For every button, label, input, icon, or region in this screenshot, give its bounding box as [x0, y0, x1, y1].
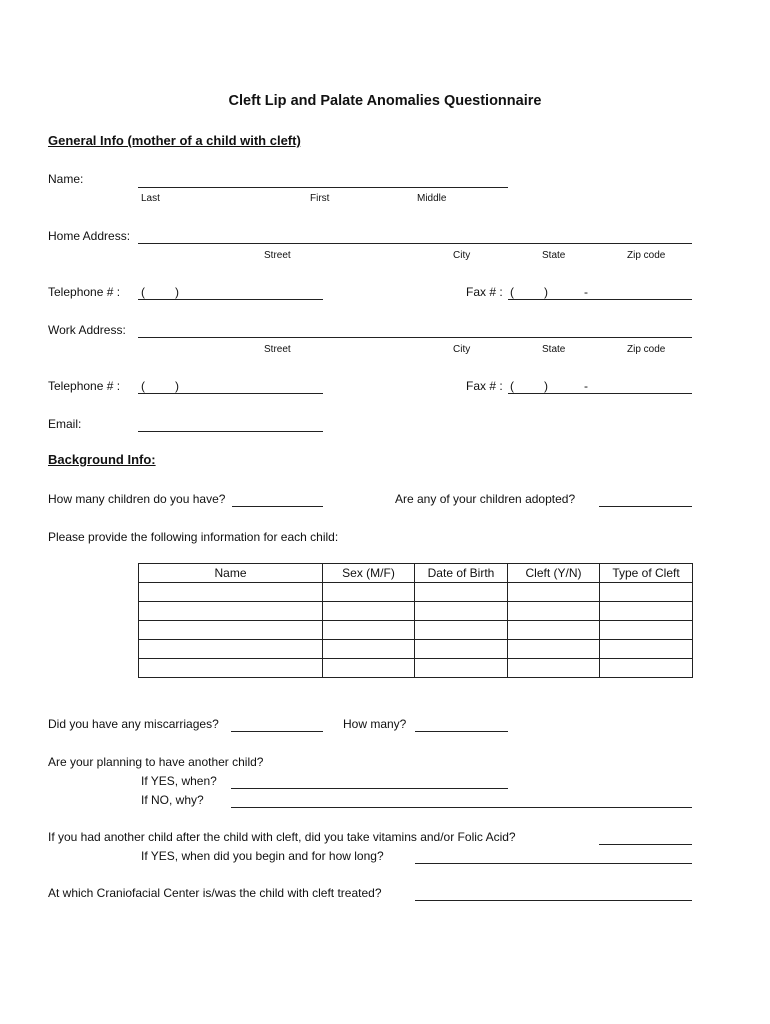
- general-info-heading: General Info (mother of a child with cleft): [48, 133, 301, 148]
- home-state-sub: State: [542, 250, 566, 261]
- craniofacial-center-input[interactable]: [415, 888, 692, 901]
- if-no-why-input[interactable]: [231, 795, 692, 808]
- work-fax-dash: -: [584, 379, 588, 393]
- table-cell[interactable]: [600, 640, 693, 659]
- work-zip-sub: Zip code: [627, 344, 666, 355]
- vitamins-followup-input[interactable]: [415, 851, 692, 864]
- col-header-sex: Sex (M/F): [323, 564, 415, 583]
- work-fax-paren-open: (: [510, 379, 514, 393]
- miscarriages-question: Did you have any miscarriages?: [48, 717, 219, 731]
- table-cell[interactable]: [508, 659, 600, 678]
- table-cell[interactable]: [508, 640, 600, 659]
- work-fax-paren-close: ): [544, 379, 548, 393]
- table-cell[interactable]: [139, 583, 323, 602]
- name-sub-middle: Middle: [417, 193, 447, 204]
- table-cell[interactable]: [600, 659, 693, 678]
- table-cell[interactable]: [508, 621, 600, 640]
- table-cell[interactable]: [415, 621, 508, 640]
- home-city-sub: City: [453, 250, 471, 261]
- table-cell[interactable]: [600, 621, 693, 640]
- email-label: Email:: [48, 417, 82, 431]
- work-state-sub: State: [542, 344, 566, 355]
- form-title: Cleft Lip and Palate Anomalies Questionnaire: [228, 93, 542, 109]
- work-telephone-input[interactable]: [138, 381, 323, 394]
- home-fax-dash: -: [584, 285, 588, 299]
- name-sub-last: Last: [141, 193, 160, 204]
- if-no-why-label: If NO, why?: [141, 793, 204, 807]
- adopted-question: Are any of your children adopted?: [395, 492, 576, 506]
- table-row: [139, 659, 693, 678]
- home-address-input[interactable]: [138, 231, 692, 244]
- work-address-input[interactable]: [138, 325, 692, 338]
- vitamins-followup-label: If YES, when did you begin and for how long?: [141, 849, 384, 863]
- children-count-input[interactable]: [232, 494, 323, 507]
- home-address-label: Home Address:: [48, 229, 131, 243]
- table-cell[interactable]: [139, 602, 323, 621]
- home-phone-paren-open: (: [141, 285, 145, 299]
- table-cell[interactable]: [139, 659, 323, 678]
- table-cell[interactable]: [323, 621, 415, 640]
- home-zip-sub: Zip code: [627, 250, 666, 261]
- name-input[interactable]: [138, 175, 508, 188]
- table-row: [139, 602, 693, 621]
- table-cell[interactable]: [139, 621, 323, 640]
- home-fax-paren-open: (: [510, 285, 514, 299]
- table-cell[interactable]: [415, 602, 508, 621]
- table-cell[interactable]: [323, 659, 415, 678]
- home-phone-paren-close: ): [175, 285, 179, 299]
- work-fax-label: Fax # :: [466, 379, 503, 393]
- work-address-label: Work Address:: [48, 323, 126, 337]
- work-phone-paren-open: (: [141, 379, 145, 393]
- if-yes-when-label: If YES, when?: [141, 774, 217, 788]
- name-label: Name:: [48, 172, 84, 186]
- home-telephone-input[interactable]: [138, 287, 323, 300]
- if-yes-when-input[interactable]: [231, 776, 508, 789]
- children-count-question: How many children do you have?: [48, 492, 226, 506]
- col-header-name: Name: [139, 564, 323, 583]
- table-cell[interactable]: [415, 659, 508, 678]
- table-cell[interactable]: [508, 583, 600, 602]
- how-many-question: How many?: [343, 717, 407, 731]
- provide-info-text: Please provide the following information for each child:: [48, 530, 339, 544]
- work-street-sub: Street: [264, 344, 291, 355]
- table-cell[interactable]: [415, 640, 508, 659]
- col-header-type-of-cleft: Type of Cleft: [600, 564, 693, 583]
- table-header-row: [139, 564, 693, 583]
- table-cell[interactable]: [600, 602, 693, 621]
- col-header-date-of-birth: Date of Birth: [415, 564, 508, 583]
- table-cell[interactable]: [323, 640, 415, 659]
- vitamins-question: If you had another child after the child with cleft, did you take vitamins and/or Folic Acid?: [48, 830, 516, 844]
- table-cell[interactable]: [323, 583, 415, 602]
- another-child-question: Are your planning to have another child?: [48, 755, 264, 769]
- email-input[interactable]: [138, 419, 323, 432]
- table-cell[interactable]: [415, 583, 508, 602]
- background-info-heading: Background Info:: [48, 452, 156, 467]
- miscarriages-input[interactable]: [231, 719, 323, 732]
- table-cell[interactable]: [600, 583, 693, 602]
- table-row: [139, 640, 693, 659]
- table-row: [139, 621, 693, 640]
- home-fax-paren-close: ): [544, 285, 548, 299]
- table-cell[interactable]: [323, 602, 415, 621]
- work-phone-paren-close: ): [175, 379, 179, 393]
- home-street-sub: Street: [264, 250, 291, 261]
- work-telephone-label: Telephone # :: [48, 379, 121, 393]
- adopted-input[interactable]: [599, 494, 692, 507]
- table-cell[interactable]: [139, 640, 323, 659]
- name-sub-first: First: [310, 193, 330, 204]
- table-cell[interactable]: [508, 602, 600, 621]
- home-fax-label: Fax # :: [466, 285, 503, 299]
- col-header-cleft: Cleft (Y/N): [508, 564, 600, 583]
- home-telephone-label: Telephone # :: [48, 285, 121, 299]
- how-many-input[interactable]: [415, 719, 508, 732]
- vitamins-input[interactable]: [599, 832, 692, 845]
- craniofacial-center-question: At which Craniofacial Center is/was the child with cleft treated?: [48, 886, 382, 900]
- home-fax-input[interactable]: [508, 287, 692, 300]
- work-fax-input[interactable]: [508, 381, 692, 394]
- table-row: [139, 583, 693, 602]
- work-city-sub: City: [453, 344, 471, 355]
- children-table: [138, 563, 693, 678]
